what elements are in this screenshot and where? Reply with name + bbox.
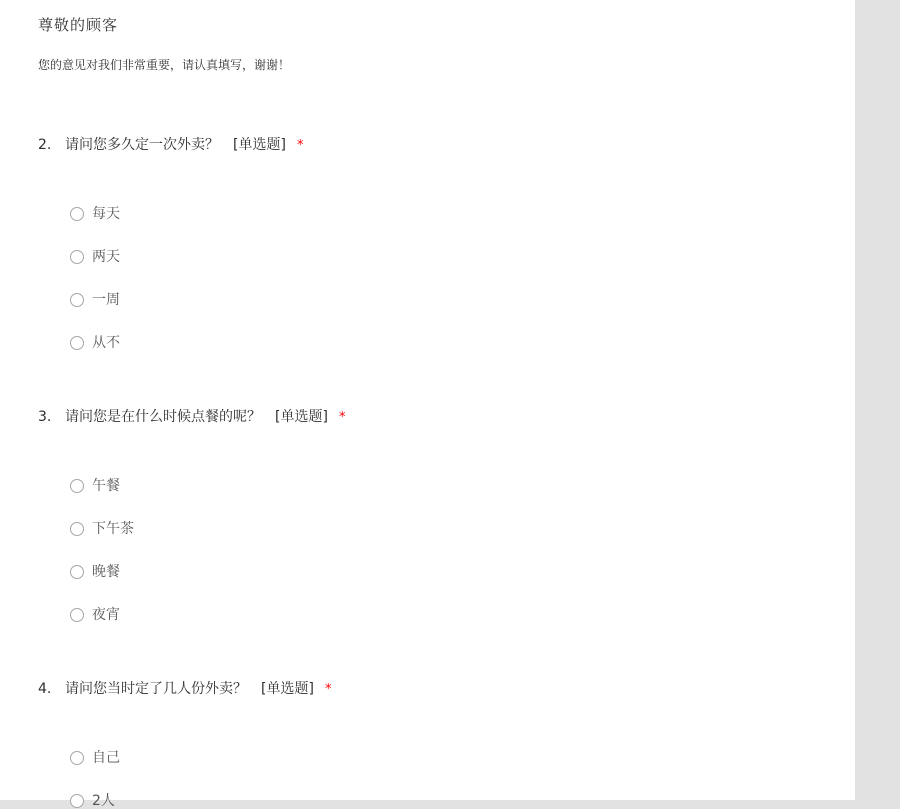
option-label: 从不 [92, 335, 120, 351]
question-text: 请问您是在什么时候点餐的呢？ [65, 409, 261, 425]
option-row[interactable] [70, 250, 855, 264]
radio-button[interactable] [70, 565, 84, 579]
option-label: 两天 [92, 249, 120, 265]
question-3 [38, 410, 855, 622]
question-2-options [70, 207, 855, 350]
radio-button[interactable] [70, 336, 84, 350]
survey-title: 尊敬的顾客 [38, 16, 119, 34]
radio-button[interactable] [70, 608, 84, 622]
option-label: 晚餐 [92, 564, 120, 580]
question-type-tag: [单选题] [261, 681, 314, 697]
option-label: 午餐 [92, 478, 120, 494]
option-row[interactable] [70, 565, 855, 579]
option-label: 2人 [92, 793, 115, 809]
survey-subtitle: 您的意见对我们非常重要，请认真填写，谢谢！ [38, 58, 291, 72]
option-label: 每天 [92, 206, 120, 222]
radio-button[interactable] [70, 293, 84, 307]
question-2 [38, 138, 855, 350]
question-number: 2. [38, 137, 52, 153]
radio-button[interactable] [70, 751, 84, 765]
question-3-header [38, 410, 855, 425]
option-label: 夜宵 [92, 607, 120, 623]
question-type-tag: [单选题] [233, 137, 286, 153]
question-text: 请问您当时定了几人份外卖？ [65, 681, 247, 697]
option-label: 下午茶 [92, 521, 134, 537]
option-label: 自己 [92, 750, 120, 766]
question-4 [38, 682, 855, 808]
option-row[interactable] [70, 794, 855, 808]
option-row[interactable] [70, 522, 855, 536]
question-4-options [70, 751, 855, 808]
question-2-header [38, 138, 855, 153]
option-label: 一周 [92, 292, 120, 308]
option-row[interactable] [70, 293, 855, 307]
radio-button[interactable] [70, 250, 84, 264]
question-text: 请问您多久定一次外卖？ [65, 137, 219, 153]
question-number: 4. [38, 681, 52, 697]
option-row[interactable] [70, 336, 855, 350]
required-asterisk: * [338, 410, 346, 425]
option-row[interactable] [70, 207, 855, 221]
radio-button[interactable] [70, 522, 84, 536]
radio-button[interactable] [70, 794, 84, 808]
option-row[interactable] [70, 608, 855, 622]
radio-button[interactable] [70, 479, 84, 493]
option-row[interactable] [70, 751, 855, 765]
required-asterisk: * [324, 682, 332, 697]
question-4-header [38, 682, 855, 697]
question-3-options [70, 479, 855, 622]
option-row[interactable] [70, 479, 855, 493]
question-number: 3. [38, 409, 52, 425]
radio-button[interactable] [70, 207, 84, 221]
required-asterisk: * [296, 138, 304, 153]
question-type-tag: [单选题] [275, 409, 328, 425]
